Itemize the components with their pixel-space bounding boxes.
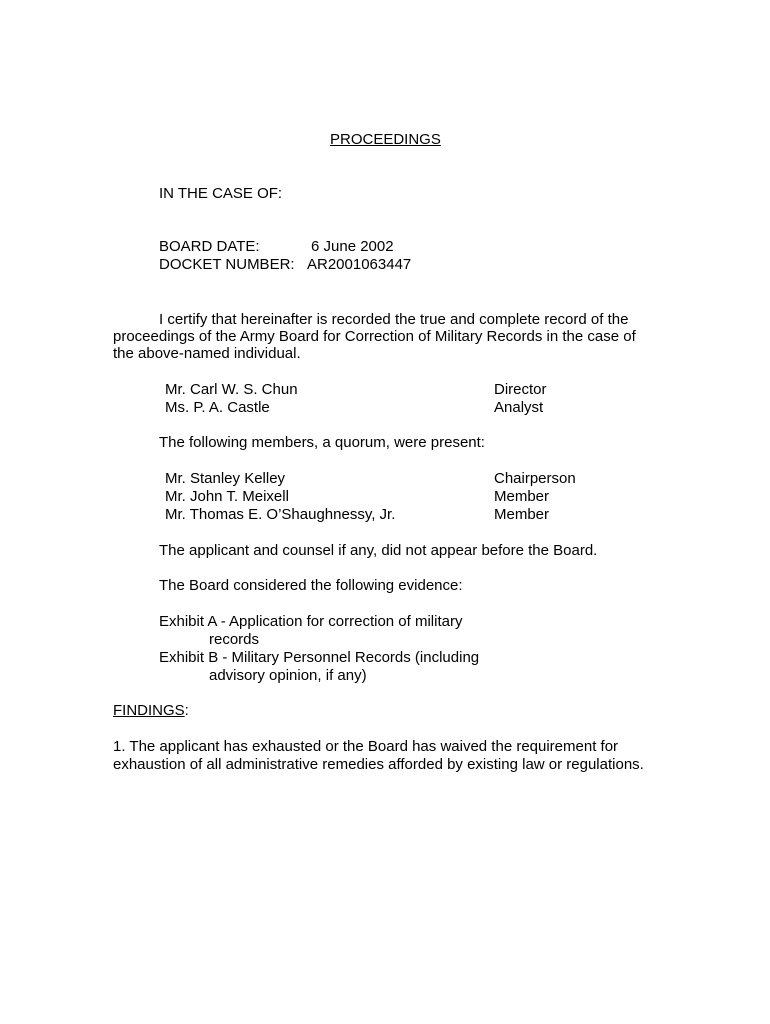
- evidence-statement: The Board considered the following evidence:: [159, 577, 463, 594]
- certification-line-3: the above-named individual.: [113, 345, 301, 362]
- finding-1-line-1: 1. The applicant has exhausted or the Board has waived the requirement for: [113, 738, 619, 755]
- board-date-value: 6 June 2002: [311, 238, 394, 255]
- member-role-3: Member: [494, 506, 550, 523]
- member-name-1: Mr. Stanley Kelley: [165, 470, 286, 487]
- member-name-3: Mr. Thomas E. O’Shaughnessy, Jr.: [165, 506, 396, 523]
- page-title: PROCEEDINGS: [330, 131, 441, 148]
- docket-number-label: DOCKET NUMBER:: [159, 256, 295, 273]
- findings-heading-text: FINDINGS: [113, 702, 185, 719]
- member-role-1: Chairperson: [494, 470, 576, 487]
- exhibit-b-line-2: advisory opinion, if any): [209, 667, 367, 684]
- docket-number-value: AR2001063447: [307, 256, 412, 273]
- exhibit-a-line-1: Exhibit A - Application for correction of military: [159, 613, 463, 630]
- certification-line-1: I certify that hereinafter is recorded the true and complete record of the: [159, 311, 629, 328]
- staff-role-2: Analyst: [494, 399, 544, 416]
- findings-heading-colon: :: [184, 702, 189, 719]
- certification-line-2: proceedings of the Army Board for Correction of Military Records in the case of: [113, 328, 636, 345]
- findings-heading: [113, 702, 189, 720]
- member-name-2: Mr. John T. Meixell: [165, 488, 289, 505]
- appearance-statement: The applicant and counsel if any, did not appear before the Board.: [159, 542, 598, 559]
- quorum-statement: The following members, a quorum, were present:: [159, 434, 485, 451]
- exhibit-a-line-2: records: [209, 631, 260, 648]
- finding-1-line-2: exhaustion of all administrative remedies afforded by existing law or regulations.: [113, 756, 644, 773]
- board-date-label: BOARD DATE:: [159, 238, 260, 255]
- member-role-2: Member: [494, 488, 550, 505]
- staff-name-1: Mr. Carl W. S. Chun: [165, 381, 298, 398]
- staff-role-1: Director: [494, 381, 547, 398]
- case-label: IN THE CASE OF:: [159, 185, 283, 202]
- staff-name-2: Ms. P. A. Castle: [165, 399, 270, 416]
- exhibit-b-line-1: Exhibit B - Military Personnel Records (including: [159, 649, 480, 666]
